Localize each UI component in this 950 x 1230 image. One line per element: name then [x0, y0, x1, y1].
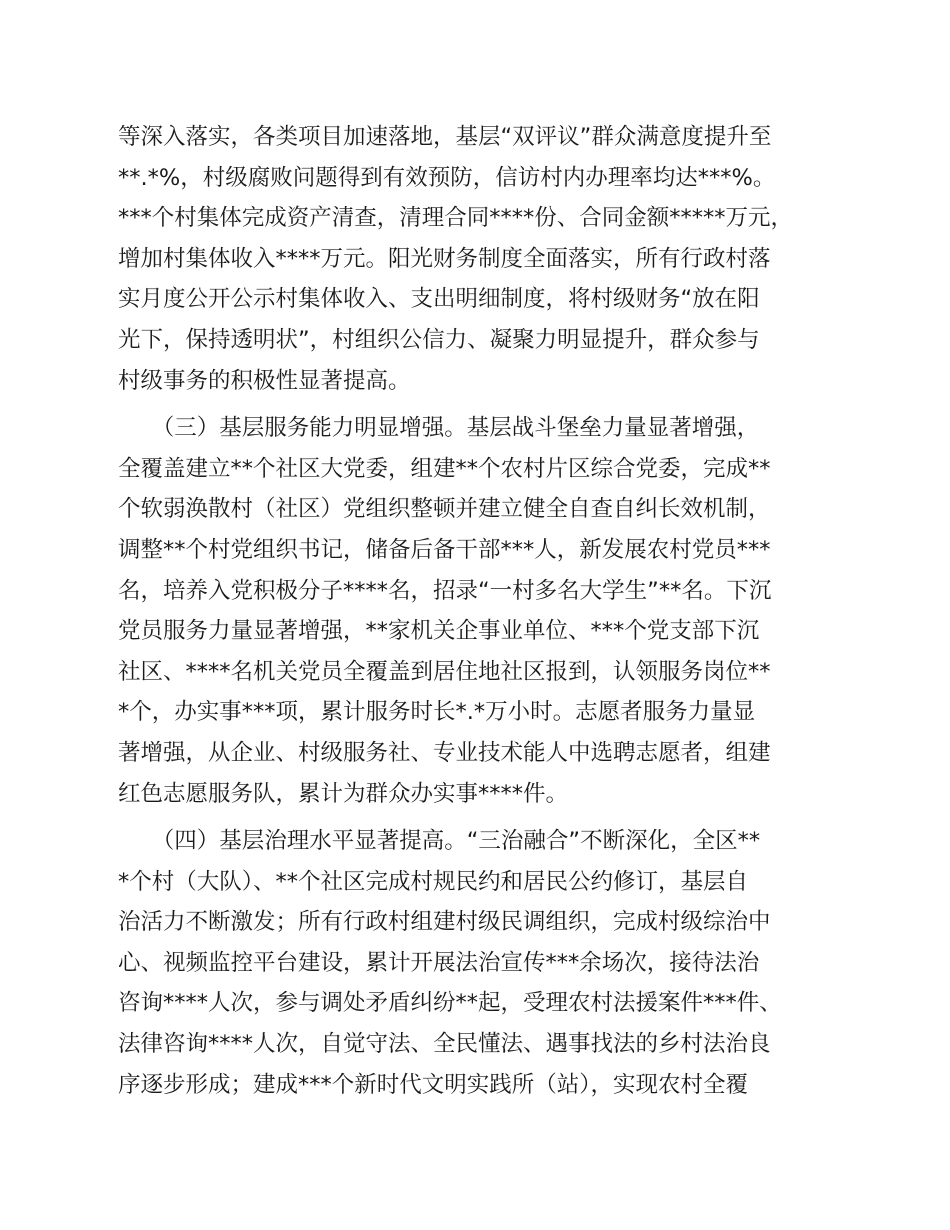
paragraph-3 — [118, 821, 858, 1105]
text-line: **.*%，村级腐败问题得到有效预防，信访村内办理率均达***%。 — [118, 164, 776, 191]
text-line: 序逐步形成；建成***个新时代文明实践所（站），实现农村全覆 — [118, 1071, 749, 1098]
paragraph-2 — [118, 408, 858, 814]
text-line: 个软弱涣散村（社区）党组织整顿并建立健全自查自纠长效机制， — [118, 496, 771, 523]
text-line: *个，办实事***项，累计服务时长*.*万小时。志愿者服务力量显 — [118, 699, 756, 726]
text-line: 村级事务的积极性显著提高。 — [118, 367, 411, 394]
text-line: 红色志愿服务队，累计为群众办实事****件。 — [118, 780, 569, 807]
text-line: （四）基层治理水平显著提高。“三治融合”不断深化，全区** — [118, 828, 761, 855]
text-line: 治活力不断激发；所有行政村组建村级民调组织，完成村级综治中 — [118, 909, 771, 936]
text-line: 心、视频监控平台建设，累计开展法治宣传***余场次，接待法治 — [118, 949, 760, 976]
document-body — [118, 117, 858, 1105]
text-line: *个村（大队）、**个社区完成村规民约和居民公约修订，基层自 — [118, 868, 749, 895]
text-line: 全覆盖建立**个社区大党委，组建**个农村片区综合党委，完成** — [118, 455, 771, 482]
text-line: 实月度公开公示村集体收入、支出明细制度，将村级财务“放在阳 — [118, 286, 760, 313]
text-line: 咨询****人次，参与调处矛盾纠纷**起，受理农村法援案件***件、 — [118, 990, 782, 1017]
text-line: 名，培养入党积极分子****名，招录“一村多名大学生”**名。下沉 — [118, 577, 772, 604]
text-line: 增加村集体收入****万元。阳光财务制度全面落实，所有行政村落 — [118, 245, 771, 272]
text-line: 光下，保持透明状”，村组织公信力、凝聚力明显提升，群众参与 — [118, 326, 760, 353]
text-line: 社区、****名机关党员全覆盖到居住地社区报到，认领服务岗位** — [118, 658, 771, 685]
text-line: 著增强，从企业、村级服务社、专业技术能人中选聘志愿者，组建 — [118, 739, 771, 766]
paragraph-1 — [118, 117, 858, 401]
text-line: 党员服务力量显著增强，**家机关企事业单位、***个党支部下沉 — [118, 618, 760, 645]
text-line: 等深入落实，各类项目加速落地，基层“双评议”群众满意度提升至 — [118, 124, 772, 150]
text-line: 法律咨询****人次，自觉守法、全民懂法、遇事找法的乡村法治良 — [118, 1031, 771, 1058]
text-line: ***个村集体完成资产清查，清理合同****份、合同金额*****万元， — [118, 205, 794, 232]
text-line: （三）基层服务能力明显增强。基层战斗堡垒力量显著增强， — [118, 415, 760, 442]
text-line: 调整**个村党组织书记，储备后备干部***人，新发展农村党员*** — [118, 536, 771, 563]
